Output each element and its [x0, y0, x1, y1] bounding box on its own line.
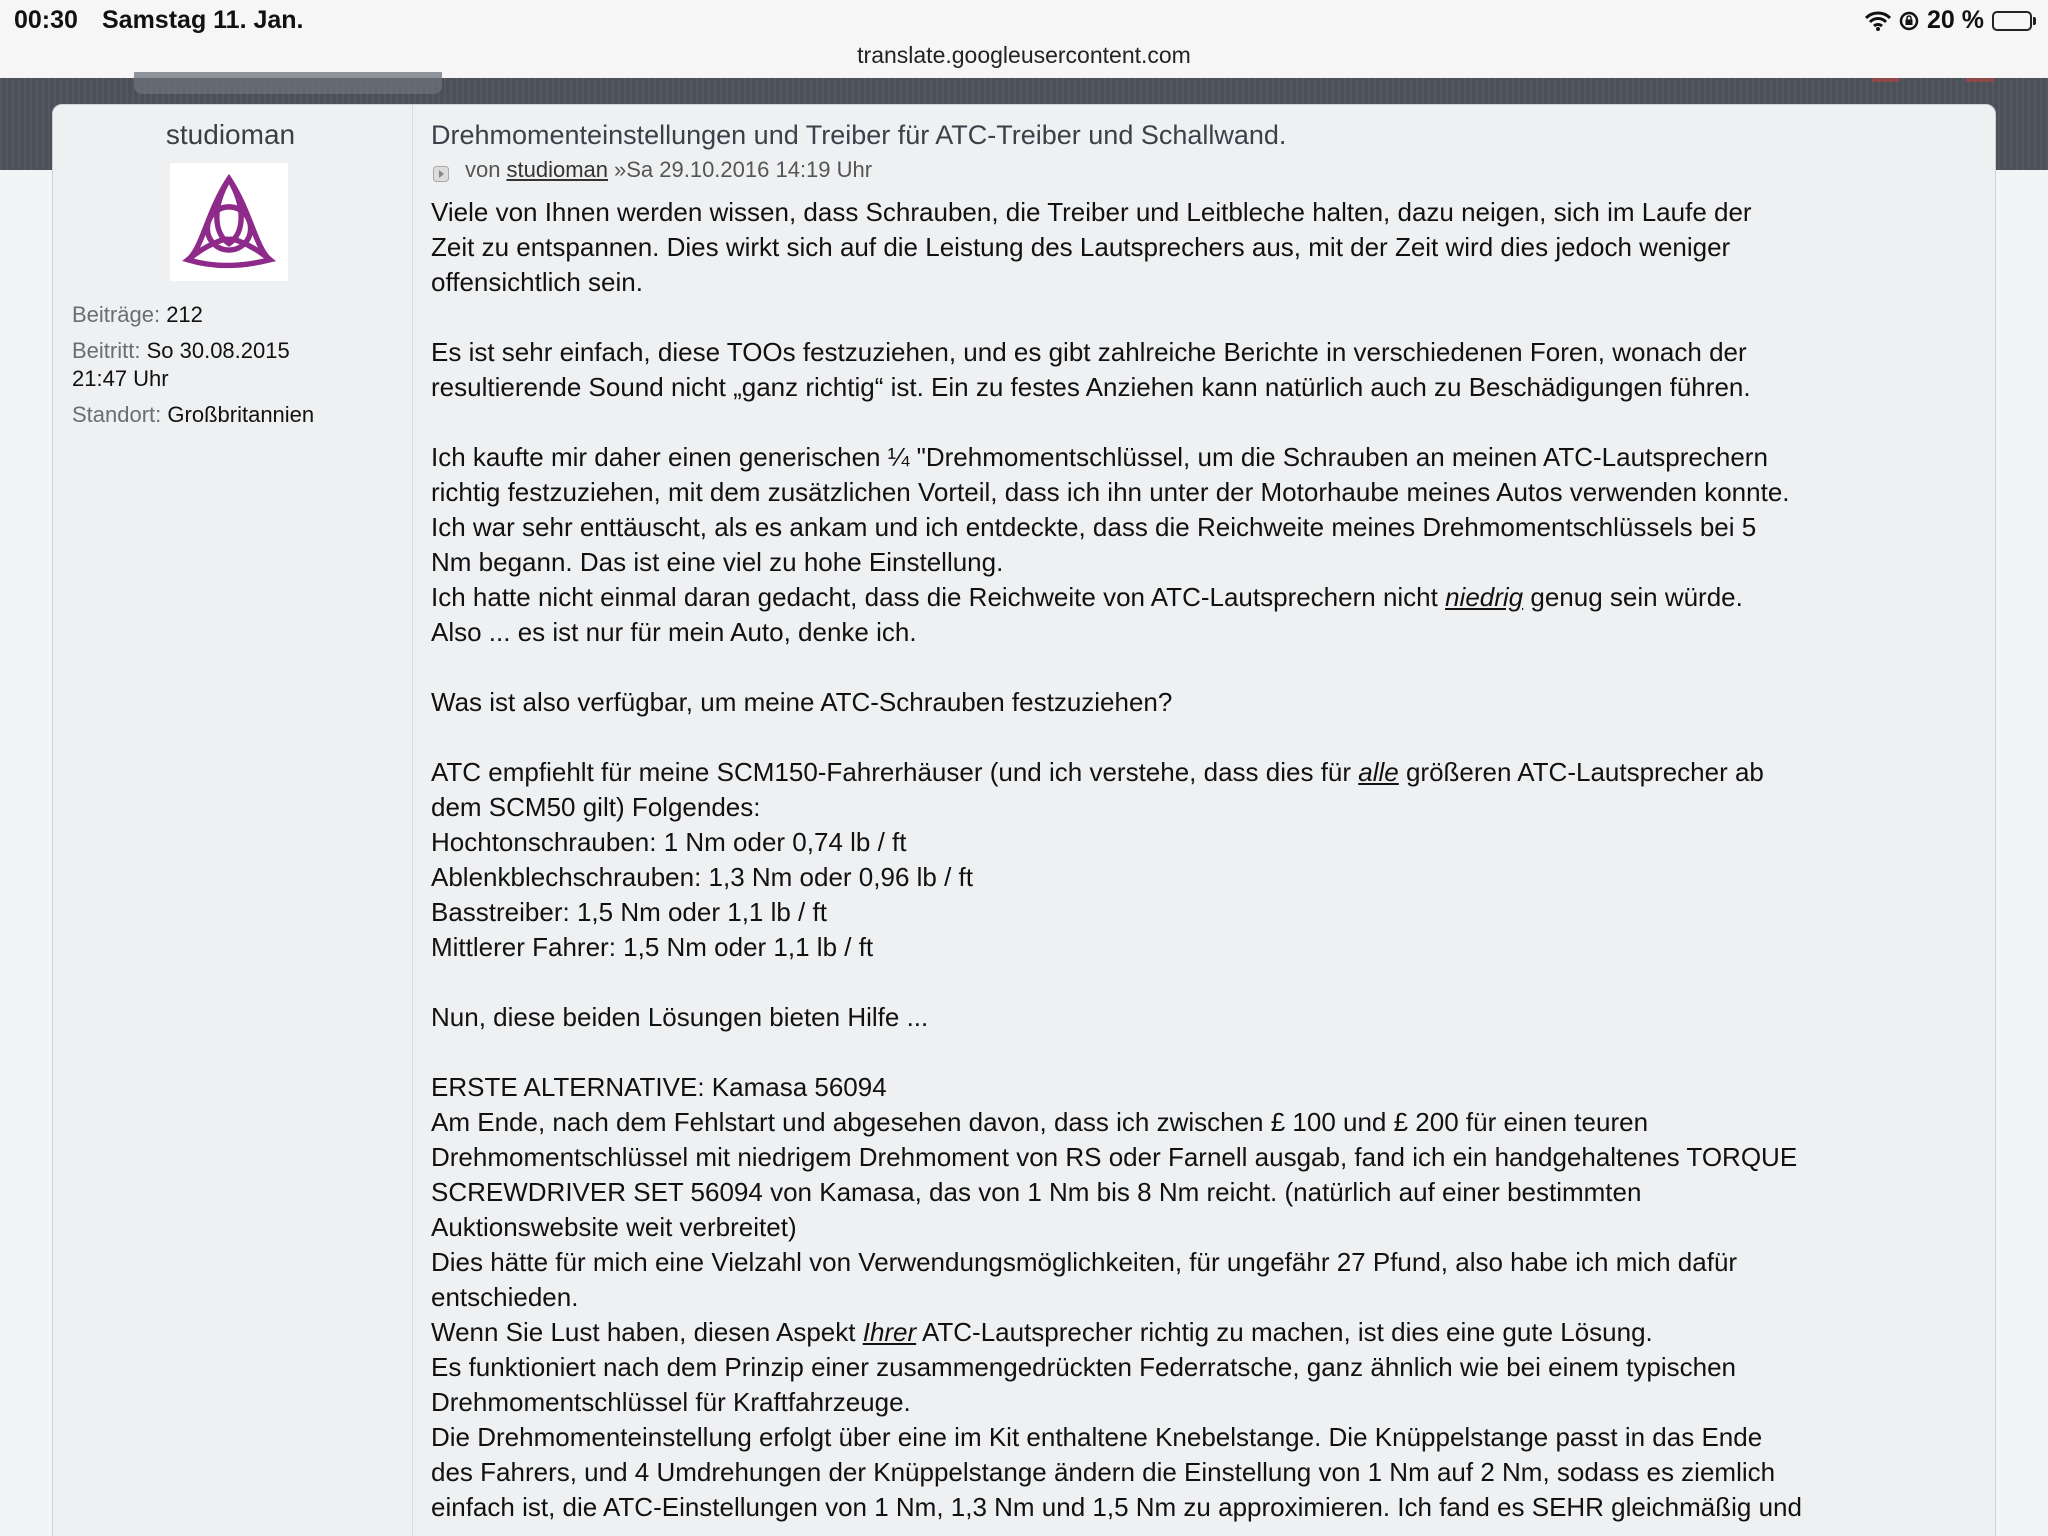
profile-posts-label: Beiträge:: [72, 302, 161, 327]
post-line: Mittlerer Fahrer: 1,5 Nm oder 1,1 lb / ft: [431, 932, 874, 962]
profile-joined-value: So 30.08.2015: [146, 338, 290, 363]
triquetra-icon: [175, 168, 283, 276]
header-search-button[interactable]: [134, 72, 442, 94]
status-time: 00:30: [14, 6, 78, 34]
profile-joined-time: 21:47 Uhr: [72, 366, 169, 391]
post-line: Am Ende, nach dem Fehlstart und abgesehen davon, dass ich zwischen £ 100 und £ 200 für einen teuren: [431, 1107, 1649, 1137]
post-line: Wenn Sie Lust haben, diesen Aspekt Ihrer ATC-Lautsprecher richtig zu machen, ist dies eine gute Lösung.: [431, 1317, 1653, 1347]
post-line: Dies hätte für mich eine Vielzahl von Verwendungsmöglichkeiten, für ungefähr 27 Pfund, also habe ich mich dafür: [431, 1247, 1738, 1277]
lock-rotate-icon: [1899, 11, 1919, 31]
post-line: Ablenkblechschrauben: 1,3 Nm oder 0,96 lb / ft: [431, 862, 973, 892]
post-line: Also ... es ist nur für mein Auto, denke ich.: [431, 617, 917, 647]
emphasis-text: alle: [1358, 757, 1399, 787]
emphasis-text: Ihrer: [862, 1317, 917, 1347]
header-notification-mark: [1966, 78, 1994, 82]
post-line: Nm begann. Das ist eine viel zu hohe Einstellung.: [431, 547, 1004, 577]
post-line: Zeit zu entspannen. Dies wirkt sich auf die Leistung des Lautsprechers aus, mit der Zeit wird dies jedoch weniger: [431, 232, 1731, 262]
post-line: dem SCM50 gilt) Folgendes:: [431, 792, 761, 822]
post-line: [431, 650, 1991, 685]
post-line: Es ist sehr einfach, diese TOOs festzuziehen, und es gibt zahlreiche Berichte in verschiedenen Foren, wonach der: [431, 337, 1747, 367]
post-profile: [53, 105, 413, 1536]
post-line: Was ist also verfügbar, um meine ATC-Schrauben festzuziehen?: [431, 687, 1173, 717]
post-line: Ich kaufte mir daher einen generischen ¼ "Drehmomentschlüssel, um die Schrauben an meinen ATC-Lautsprechern: [431, 442, 1768, 472]
post-line: [431, 720, 1991, 755]
post-meta-prefix: von: [465, 157, 501, 182]
post-content: [431, 195, 1991, 1525]
post-line: resultierende Sound nicht „ganz richtig“ ist. Ein zu festes Anziehen kann natürlich auch zu Beschädigungen führen.: [431, 372, 1751, 402]
emphasis-text: niedrig: [1445, 582, 1524, 612]
profile-location: [72, 401, 314, 429]
post-line: einfach ist, die ATC-Einstellungen von 1 Nm, 1,3 Nm und 1,5 Nm zu approximieren. Ich fand es SEHR gleichmäßig und: [431, 1492, 1802, 1522]
profile-posts: [72, 301, 203, 329]
header-notification-mark: [1872, 78, 1900, 82]
post-line: Es funktioniert nach dem Prinzip einer zusammengedrückten Federratsche, ganz ähnlich wie bei einem typischen: [431, 1352, 1737, 1382]
status-date: Samstag 11. Jan.: [102, 6, 304, 34]
post-line: [431, 405, 1991, 440]
post-line: ATC empfiehlt für meine SCM150-Fahrerhäuser (und ich verstehe, dass dies für alle größeren ATC-Lautsprecher ab: [431, 757, 1764, 787]
post-line: Basstreiber: 1,5 Nm oder 1,1 lb / ft: [431, 897, 827, 927]
post-date: »Sa 29.10.2016 14:19 Uhr: [614, 157, 873, 182]
post-line: offensichtlich sein.: [431, 267, 643, 297]
post-line: Drehmomentschlüssel mit niedrigem Drehmoment von RS oder Farnell ausgab, fand ich ein handgehaltenes TORQUE: [431, 1142, 1798, 1172]
post-meta: [431, 157, 1991, 183]
post-body: [431, 119, 1991, 1525]
post-line: Hochtonschrauben: 1 Nm oder 0,74 lb / ft: [431, 827, 907, 857]
post-line: entschieden.: [431, 1282, 579, 1312]
address-url: translate.googleusercontent.com: [857, 42, 1191, 68]
avatar[interactable]: [170, 163, 288, 281]
post-line: [431, 965, 1991, 1000]
post-author-link[interactable]: studioman: [506, 157, 608, 182]
post-line: ERSTE ALTERNATIVE: Kamasa 56094: [431, 1072, 887, 1102]
profile-joined: [72, 337, 290, 393]
profile-username[interactable]: studioman: [165, 119, 296, 150]
profile-location-value: Großbritannien: [167, 402, 315, 427]
battery-percentage: 20 %: [1927, 6, 1984, 34]
post-line: Ich hatte nicht einmal daran gedacht, dass die Reichweite von ATC-Lautsprechern nicht niedrig genug sein würde.: [431, 582, 1743, 612]
post-title[interactable]: Drehmomenteinstellungen und Treiber für ATC-Treiber und Schallwand.: [431, 120, 1287, 150]
battery-icon: [1992, 11, 2036, 31]
post-line: Auktionswebsite weit verbreitet): [431, 1212, 797, 1242]
forum-post: [52, 104, 1996, 1536]
post-line: Drehmomentschlüssel für Kraftfahrzeuge.: [431, 1387, 911, 1417]
post-icon[interactable]: [433, 162, 449, 178]
wifi-icon: [1865, 11, 1891, 31]
status-bar: [0, 0, 2048, 40]
post-line: [431, 300, 1991, 335]
post-line: Viele von Ihnen werden wissen, dass Schrauben, die Treiber und Leitbleche halten, dazu neigen, sich im Laufe der: [431, 197, 1752, 227]
post-line: Ich war sehr enttäuscht, als es ankam und ich entdeckte, dass die Reichweite meines Drehmomentschlüssels bei 5: [431, 512, 1757, 542]
profile-location-label: Standort:: [72, 402, 162, 427]
status-right-group: [1865, 6, 2036, 35]
post-line: Nun, diese beiden Lösungen bieten Hilfe ...: [431, 1002, 929, 1032]
post-line: richtig festzuziehen, mit dem zusätzlichen Vorteil, dass ich ihn unter der Motorhaube meines Autos verwenden konnte.: [431, 477, 1790, 507]
post-line: SCREWDRIVER SET 56094 von Kamasa, das von 1 Nm bis 8 Nm reicht. (natürlich auf einer bestimmten: [431, 1177, 1642, 1207]
profile-joined-label: Beitritt:: [72, 338, 141, 363]
profile-posts-value: 212: [166, 302, 203, 327]
post-line: Die Drehmomenteinstellung erfolgt über eine im Kit enthaltene Knebelstange. Die Knüppelstange passt in das Ende: [431, 1422, 1763, 1452]
post-line: [431, 1035, 1991, 1070]
post-line: des Fahrers, und 4 Umdrehungen der Knüppelstange ändern die Einstellung von 1 Nm auf 2 Nm, sodass es ziemlich: [431, 1457, 1776, 1487]
